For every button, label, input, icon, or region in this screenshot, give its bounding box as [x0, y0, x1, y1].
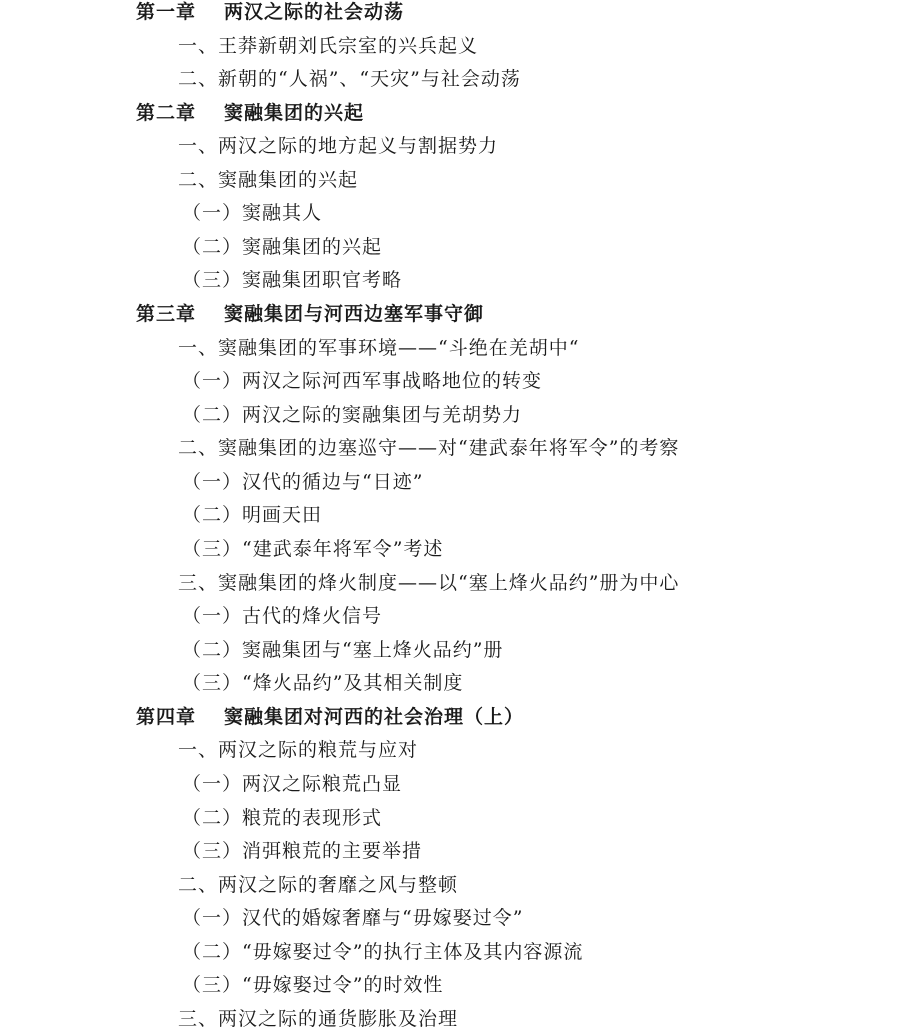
subsection-item: （二）粮荒的表现形式: [182, 807, 383, 829]
chapter-number: 第三章: [136, 303, 197, 325]
chapter-title: 窦融集团的兴起: [224, 102, 365, 124]
section-item: 三、两汉之际的通货膨胀及治理: [178, 1008, 459, 1030]
subsection-item: （一）古代的烽火信号: [182, 605, 383, 627]
chapter-4-heading: [136, 705, 524, 729]
chapter-number: 第二章: [136, 102, 197, 124]
chapter-title: 两汉之际的社会动荡: [224, 1, 405, 23]
subsection-item: （三）消弭粮荒的主要举措: [182, 840, 423, 862]
subsection-item: （三）窦融集团职官考略: [182, 269, 403, 291]
subsection-item: （二）窦融集团的兴起: [182, 236, 383, 258]
chapter-1-heading: [136, 0, 404, 24]
section-item: 一、两汉之际的粮荒与应对: [178, 739, 419, 761]
subsection-item: （一）两汉之际粮荒凸显: [182, 773, 403, 795]
subsection-item: （一）窦融其人: [182, 202, 323, 224]
section-item: 二、窦融集团的边塞巡守——对“建武泰年将军令”的考察: [178, 437, 680, 459]
subsection-item: （三）“毋嫁娶过令”的时效性: [182, 974, 444, 996]
section-item: 二、新朝的“人祸”、“天灾”与社会动荡: [178, 68, 521, 90]
subsection-item: （一）汉代的婚嫁奢靡与“毋嫁娶过令”: [182, 907, 524, 929]
chapter-title: 窦融集团与河西边塞军事守御: [224, 303, 485, 325]
subsection-item: （二）窦融集团与“塞上烽火品约”册: [182, 639, 504, 661]
chapter-title: 窦融集团对河西的社会治理（上）: [224, 706, 525, 728]
section-item: 二、两汉之际的奢靡之风与整顿: [178, 874, 459, 896]
subsection-item: （一）两汉之际河西军事战略地位的转变: [182, 370, 543, 392]
chapter-3-heading: [136, 302, 484, 326]
subsection-item: （二）“毋嫁娶过令”的执行主体及其内容源流: [182, 941, 584, 963]
section-item: 一、窦融集团的军事环境——“斗绝在羌胡中“: [178, 337, 580, 359]
section-item: 三、窦融集团的烽火制度——以“塞上烽火品约”册为中心: [178, 572, 680, 594]
chapter-2-heading: [136, 101, 364, 125]
section-item: 一、王莽新朝刘氏宗室的兴兵起义: [178, 35, 479, 57]
subsection-item: （三）“建武泰年将军令”考述: [182, 538, 444, 560]
chapter-number: 第四章: [136, 706, 197, 728]
section-item: 二、窦融集团的兴起: [178, 169, 359, 191]
subsection-item: （三）“烽火品约”及其相关制度: [182, 672, 464, 694]
subsection-item: （一）汉代的循边与“日迹”: [182, 471, 424, 493]
chapter-number: 第一章: [136, 1, 197, 23]
section-item: 一、两汉之际的地方起义与割据势力: [178, 135, 499, 157]
subsection-item: （二）明画天田: [182, 504, 323, 526]
subsection-item: （二）两汉之际的窦融集团与羌胡势力: [182, 404, 523, 426]
